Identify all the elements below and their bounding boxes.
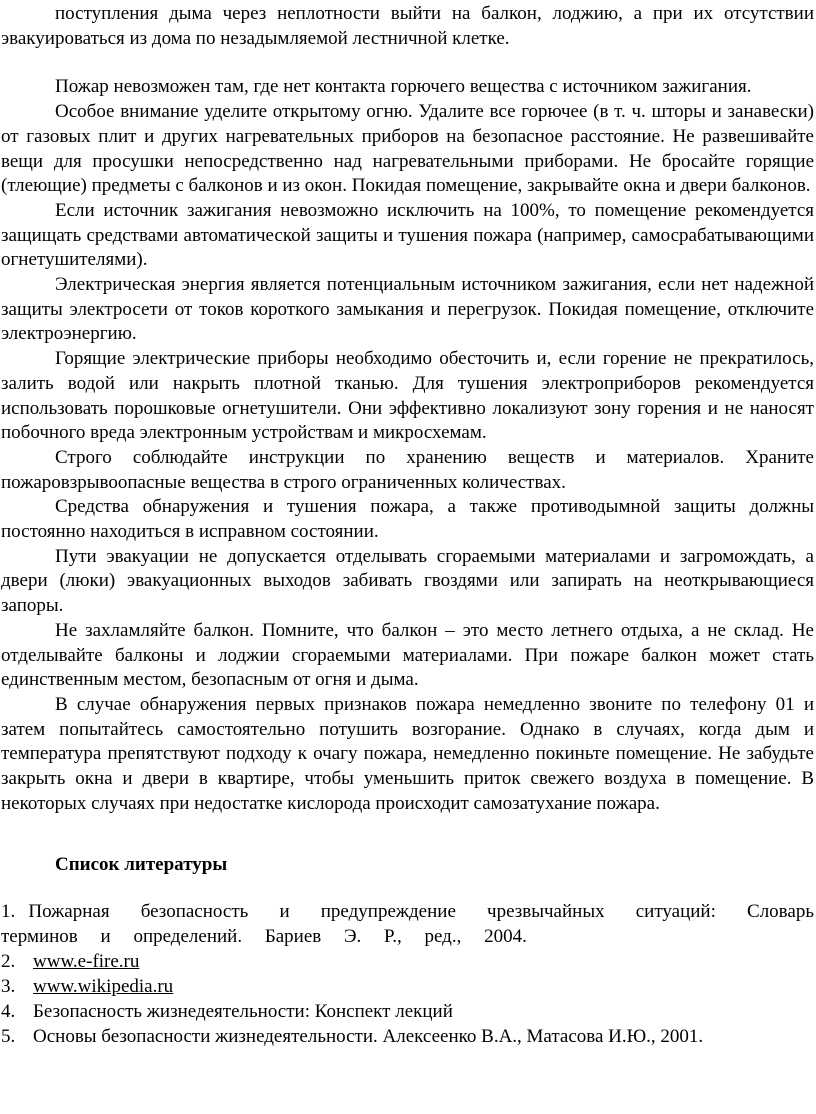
references-list: [1, 899, 814, 1049]
paragraph-first-signs: В случае обнаружения первых признаков пожара немедленно звоните по телефону 01 и затем попытайтесь самостоятельно потушить возгорание. Однако в случаях, когда дым и температура препятствуют подходу к очагу пожара, немедленно покиньте помещение. Не забудьте закрыть окна и двери в квартире, чтобы уменьшить приток свежего воздуха в помещение. В некоторых случаях при недостатке кислорода происходит самозатухание пожара.: [1, 693, 814, 814]
reference-number: 1.: [1, 900, 29, 922]
paragraph-evacuation: поступления дыма через неплотности выйти на балкон, лоджию, а при их отсутствии эвакуироваться из дома по незадымляемой лестничной клетке.: [1, 3, 814, 49]
reference-item: [1, 949, 814, 974]
reference-number: 4.: [1, 1000, 16, 1022]
reference-item: [1, 899, 814, 949]
reference-item: [1, 974, 814, 999]
paragraph-detection-means: Средства обнаружения и тушения пожара, а также противодымной защиты должны постоянно находиться в исправном состоянии.: [1, 496, 814, 543]
paragraph-burning-devices: Горящие электрические приборы необходимо обесточить и, если горение не прекратилось, залить водой или накрыть плотной тканью. Для тушения электроприборов рекомендуется использовать порошковые огнетушители. Они эффективно локализуют зону горения и не наносят побочного вреда электронным устройствам и микросхемам.: [1, 348, 814, 444]
reference-number: 5.: [1, 1025, 16, 1047]
reference-item: [1, 999, 814, 1024]
paragraph-gap: [1, 51, 814, 75]
reference-text: Безопасность жизнедеятельности: Конспект лекций: [33, 1000, 453, 1022]
reference-number: 2.: [1, 950, 16, 972]
paragraph-balcony: Не захламляйте балкон. Помните, что балкон – это место летнего отдыха, а не склад. Не отделывайте балконы и лоджии сгораемыми материалами. При пожаре балкон может стать единственным местом, безопасным от огня и дыма.: [1, 619, 814, 691]
paragraph-open-fire: Особое внимание уделите открытому огню. Удалите все горючее (в т. ч. шторы и занавески) от газовых плит и других нагревательных приборов на безопасное расстояние. Не развешивайте вещи для просушки непосредственно над нагревательными приборами. Не бросайте горящие (тлеющие) предметы с балконов и из окон. Покидая помещение, закрывайте окна и двери балконов.: [1, 101, 814, 197]
reference-number: 3.: [1, 975, 16, 997]
references-heading: Список литературы: [55, 853, 228, 875]
heading-gap: [1, 817, 814, 853]
paragraph-fire-contact: Пожар невозможен там, где нет контакта горючего вещества с источником зажигания.: [55, 76, 752, 98]
paragraph-storage-instructions: Строго соблюдайте инструкции по хранению веществ и материалов. Храните пожаровзрывоопасные вещества в строго ограниченных количествах.: [1, 446, 814, 493]
reference-link-wikipedia[interactable]: www.wikipedia.ru: [33, 975, 174, 997]
paragraph-ignition-source: Если источник зажигания невозможно исключить на 100%, то помещение рекомендуется защищать средствами автоматической защиты и тушения пожара (например, самосрабатывающими огнетушителями).: [1, 199, 814, 271]
reference-text: Основы безопасности жизнедеятельности. Алексеенко В.А., Матасова И.Ю., 2001.: [33, 1025, 704, 1047]
reference-item: [1, 1024, 814, 1049]
paragraph-evacuation-routes: Пути эвакуации не допускается отделывать сгораемыми материалами и загромождать, а двери (люки) эвакуационных выходов забивать гвоздями или запирать на неоткрывающиеся запоры.: [1, 545, 814, 617]
reference-text: Пожарная безопасность и предупреждение чрезвычайных ситуаций: Словарь терминов и определений. Бариев Э. Р., ред., 2004.: [1, 900, 815, 947]
paragraph-electric-energy: Электрическая энергия является потенциальным источником зажигания, если нет надежной защиты электросети от токов короткого замыкания и перегрузок. Покидая помещение, отключите электроэнергию.: [1, 274, 814, 345]
heading-gap: [1, 877, 814, 899]
reference-link-e-fire[interactable]: www.e-fire.ru: [33, 950, 140, 972]
